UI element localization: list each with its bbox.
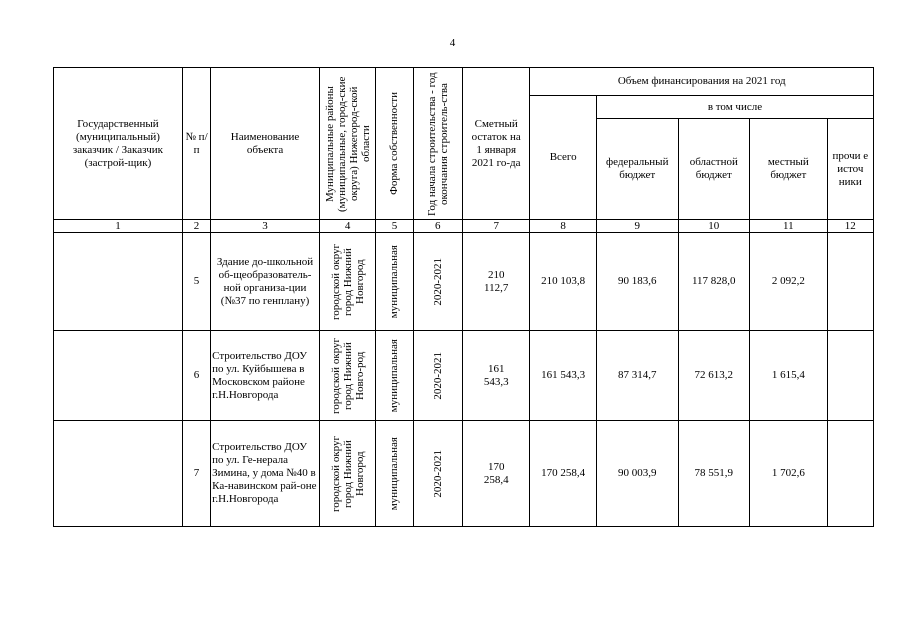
header-regional: областной бюджет: [678, 119, 750, 220]
header-funding: Объем финансирования на 2021 год: [530, 68, 874, 96]
cell-district: [319, 233, 375, 331]
header-total: Всего: [530, 96, 596, 220]
header-federal: федеральный бюджет: [596, 119, 678, 220]
cell-years: [413, 421, 462, 527]
table-row: [54, 331, 874, 421]
cell-ownership: [376, 331, 413, 421]
cell-total: 161 543,3: [530, 331, 596, 421]
cell-estimate: 170 258,4: [462, 421, 529, 527]
cell-other: [827, 233, 873, 331]
cell-num: 7: [182, 421, 210, 527]
header-num: № п/п: [182, 68, 210, 220]
cell-local: 1 702,6: [750, 421, 828, 527]
cell-ownership: [376, 421, 413, 527]
cell-federal: 87 314,7: [596, 331, 678, 421]
cell-years-text: 2020-2021: [431, 449, 444, 498]
cell-total: 170 258,4: [530, 421, 596, 527]
cell-district-text: городской округ город Нижний Новгород: [329, 243, 366, 320]
cell-federal: 90 183,6: [596, 233, 678, 331]
table-row: [54, 421, 874, 527]
column-number: 9: [596, 220, 678, 233]
column-number: 2: [182, 220, 210, 233]
column-number: 1: [54, 220, 183, 233]
header-ownership-text: Форма собственности: [388, 92, 401, 195]
column-number: 11: [750, 220, 828, 233]
cell-district: [319, 331, 375, 421]
header-estimate: Сметный остаток на 1 января 2021 го-да: [462, 68, 529, 220]
cell-object-name: Строительство ДОУ по ул. Куйбышева в Московском районе г.Н.Новгорода: [211, 331, 320, 421]
column-number: 6: [413, 220, 462, 233]
header-ownership: [376, 68, 413, 220]
header-local: местный бюджет: [750, 119, 828, 220]
cell-district-text: городской округ город Нижний Новго-род: [329, 337, 366, 414]
cell-estimate: 161 543,3: [462, 331, 529, 421]
column-number: 10: [678, 220, 750, 233]
column-number: 5: [376, 220, 413, 233]
header-object-name: Наименование объекта: [211, 68, 320, 220]
column-number: 7: [462, 220, 529, 233]
column-number: 3: [211, 220, 320, 233]
header-years-text: Год начала строительства - год окончания строитель-ства: [425, 71, 450, 216]
cell-district: [319, 421, 375, 527]
cell-district-text: городской округ город Нижний Новгород: [329, 435, 366, 512]
funding-table: [53, 67, 874, 527]
column-number: 12: [827, 220, 873, 233]
header-row-1: [54, 68, 874, 96]
column-number-row: [54, 220, 874, 233]
cell-years-text: 2020-2021: [431, 257, 444, 306]
cell-object-name: Строительство ДОУ по ул. Ге-нерала Зимина, у дома №40 в Ка-навинском рай-оне г.Н.Новгорода: [211, 421, 320, 527]
cell-federal: 90 003,9: [596, 421, 678, 527]
header-including: в том числе: [596, 96, 873, 119]
cell-local: 1 615,4: [750, 331, 828, 421]
cell-local: 2 092,2: [750, 233, 828, 331]
cell-object-name: Здание до-школьной об-щеобразователь-ной организа-ции (№37 по генплану): [211, 233, 320, 331]
cell-other: [827, 331, 873, 421]
cell-regional: 117 828,0: [678, 233, 750, 331]
cell-num: 6: [182, 331, 210, 421]
header-customer: Государственный (муниципальный) заказчик / Заказчик (застрой-щик): [54, 68, 183, 220]
cell-ownership-text: муниципальная: [388, 436, 401, 511]
table-row: [54, 233, 874, 331]
page-number: 4: [449, 37, 456, 49]
cell-regional: 72 613,2: [678, 331, 750, 421]
cell-years: [413, 331, 462, 421]
column-number: 8: [530, 220, 596, 233]
column-number: 4: [319, 220, 375, 233]
cell-customer: [54, 233, 183, 331]
cell-total: 210 103,8: [530, 233, 596, 331]
header-districts-text: Муниципальные районы (муниципальные, город-ские округа) Нижегород-ской области: [323, 75, 372, 212]
cell-regional: 78 551,9: [678, 421, 750, 527]
header-other: прочи е источ ники: [827, 119, 873, 220]
cell-ownership-text: муниципальная: [388, 338, 401, 413]
cell-ownership-text: муниципальная: [388, 244, 401, 319]
header-districts: [319, 68, 375, 220]
cell-customer: [54, 331, 183, 421]
cell-estimate: 210 112,7: [462, 233, 529, 331]
cell-ownership: [376, 233, 413, 331]
cell-years: [413, 233, 462, 331]
cell-customer: [54, 421, 183, 527]
cell-other: [827, 421, 873, 527]
header-years: [413, 68, 462, 220]
cell-years-text: 2020-2021: [431, 351, 444, 400]
cell-num: 5: [182, 233, 210, 331]
